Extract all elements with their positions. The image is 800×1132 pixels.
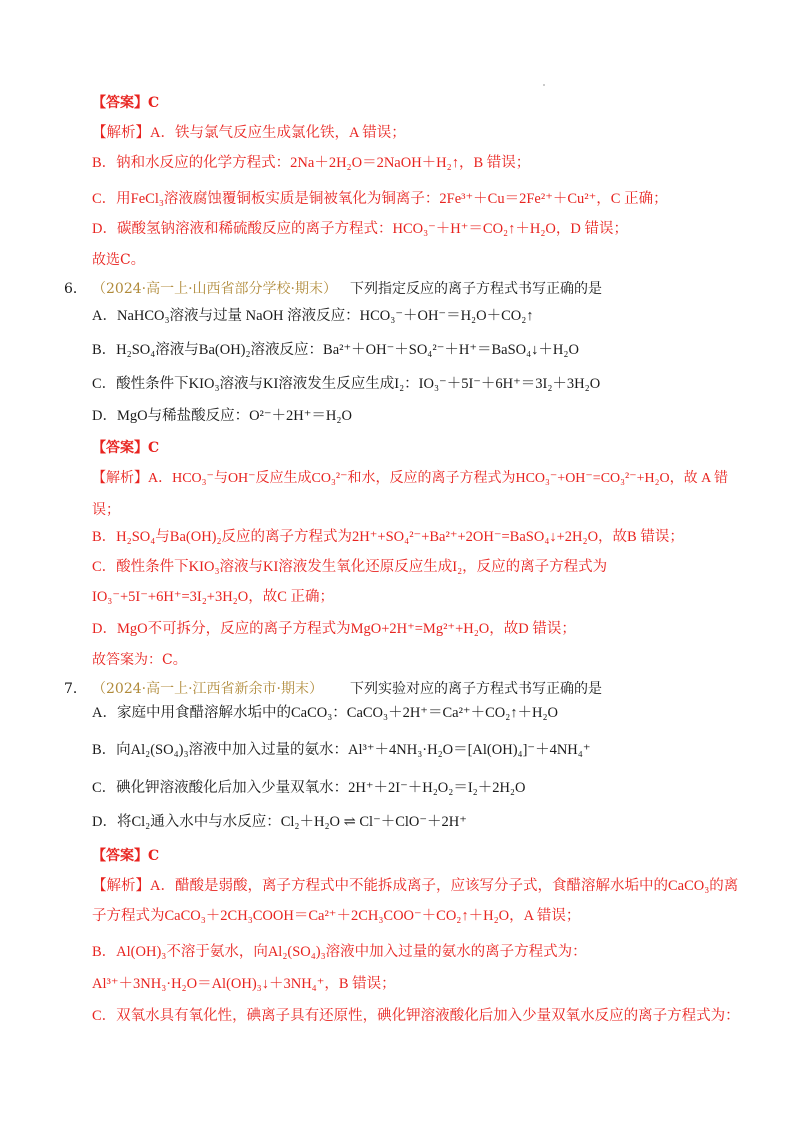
question-number: 7． <box>64 681 87 697</box>
option-a: A．家庭中用食醋溶解水垢中的CaCO₃：CaCO₃＋2H⁺＝Ca²⁺＋CO₂↑＋H₂O <box>92 705 559 721</box>
explanation-line: IO₃⁻+5I⁻+6H⁺=3I₂+3H₂O，故C 正确； <box>92 589 335 605</box>
option-c: C．酸性条件下KIO₃溶液与KI溶液发生反应生成I₂：IO₃⁻＋5I⁻＋6H⁺＝3I₂＋3H₂O <box>92 376 601 392</box>
question-number: 6． <box>64 281 87 297</box>
question-stem: 下列指定反应的离子方程式书写正确的是 <box>350 281 602 297</box>
conclusion-line: 故答案为：C。 <box>92 652 187 668</box>
explanation-line: C．酸性条件下KIO₃溶液与KI溶液发生氧化还原反应生成I₂，反应的离子方程式为 <box>92 559 608 575</box>
explanation-line: 【解析】A．醋酸是弱酸，离子方程式中不能拆成离子，应该写分子式，食醋溶解水垢中的CaCO₃的离 <box>92 878 739 894</box>
option-d: D．将Cl₂通入水中与水反应：Cl₂＋H₂O ⇌ Cl⁻＋ClO⁻＋2H⁺ <box>92 814 467 830</box>
explanation-line: C．用FeCl₃溶液腐蚀覆铜板实质是铜被氧化为铜离子：2Fe³⁺＋Cu＝2Fe²⁺＋Cu²⁺，C 正确； <box>92 191 668 207</box>
explanation-line: 子方程式为CaCO₃＋2CH₃COOH＝Ca²⁺＋2CH₃COO⁻＋CO₂↑＋H₂O，A 错误； <box>92 908 581 924</box>
option-b: B．向Al₂(SO₄)₃溶液中加入过量的氨水：Al³⁺＋4NH₃·H₂O＝[Al(OH)₄]⁻＋4NH₄⁺ <box>92 742 591 758</box>
explanation-line: 【解析】A．HCO₃⁻与OH⁻反应生成CO₃²⁻和水，反应的离子方程式为HCO₃⁻+OH⁻=CO₃²⁻+H₂O，故 A 错 <box>92 471 728 486</box>
option-a: A．NaHCO₃溶液与过量 NaOH 溶液反应：HCO₃⁻＋OH⁻＝H₂O＋CO₂↑ <box>92 308 534 324</box>
answer-label: 【答案】C <box>92 95 160 111</box>
explanation-line: 【解析】A．铁与氯气反应生成氯化铁，A 错误； <box>92 125 406 141</box>
scan-dot <box>543 84 545 86</box>
option-c: C．碘化钾溶液酸化后加入少量双氧水：2H⁺＋2I⁻＋H₂O₂＝I₂＋2H₂O <box>92 780 526 796</box>
explanation-line: Al³⁺＋3NH₃·H₂O＝Al(OH)₃↓＋3NH₄⁺，B 错误； <box>92 976 396 992</box>
explanation-line: B．Al(OH)₃不溶于氨水，向Al₂(SO₄)₃溶液中加入过量的氨水的离子方程式为： <box>92 944 587 960</box>
question-source: （2024·高一上·江西省新余市·期末） <box>92 681 323 697</box>
explanation-line: B．H₂SO₄与Ba(OH)₂反应的离子方程式为2H⁺+SO₄²⁻+Ba²⁺+2OH⁻=BaSO₄↓+2H₂O，故B 错误； <box>92 529 684 545</box>
explanation-line: B．钠和水反应的化学方程式：2Na＋2H₂O＝2NaOH＋H₂↑，B 错误； <box>92 155 531 171</box>
explanation-line: 误； <box>92 502 120 518</box>
question-source: （2024·高一上·山西省部分学校·期末） <box>92 281 337 297</box>
explanation-line: C．双氧水具有氧化性，碘离子具有还原性，碘化钾溶液酸化后加入少量双氧水反应的离子方程式为： <box>92 1008 740 1024</box>
question-stem: 下列实验对应的离子方程式书写正确的是 <box>350 681 602 697</box>
option-b: B．H₂SO₄溶液与Ba(OH)₂溶液反应：Ba²⁺＋OH⁻＋SO₄²⁻＋H⁺＝BaSO₄↓＋H₂O <box>92 342 579 358</box>
explanation-line: D．碳酸氢钠溶液和稀硫酸反应的离子方程式：HCO₃⁻＋H⁺＝CO₂↑＋H₂O，D 错误； <box>92 221 628 237</box>
option-d: D．MgO与稀盐酸反应：O²⁻＋2H⁺＝H₂O <box>92 408 352 424</box>
conclusion-line: 故选C。 <box>92 252 145 268</box>
answer-label: 【答案】C <box>92 848 160 864</box>
answer-label: 【答案】C <box>92 440 160 456</box>
explanation-line: D．MgO不可拆分，反应的离子方程式为MgO+2H⁺=Mg²⁺+H₂O，故D 错误； <box>92 621 576 637</box>
